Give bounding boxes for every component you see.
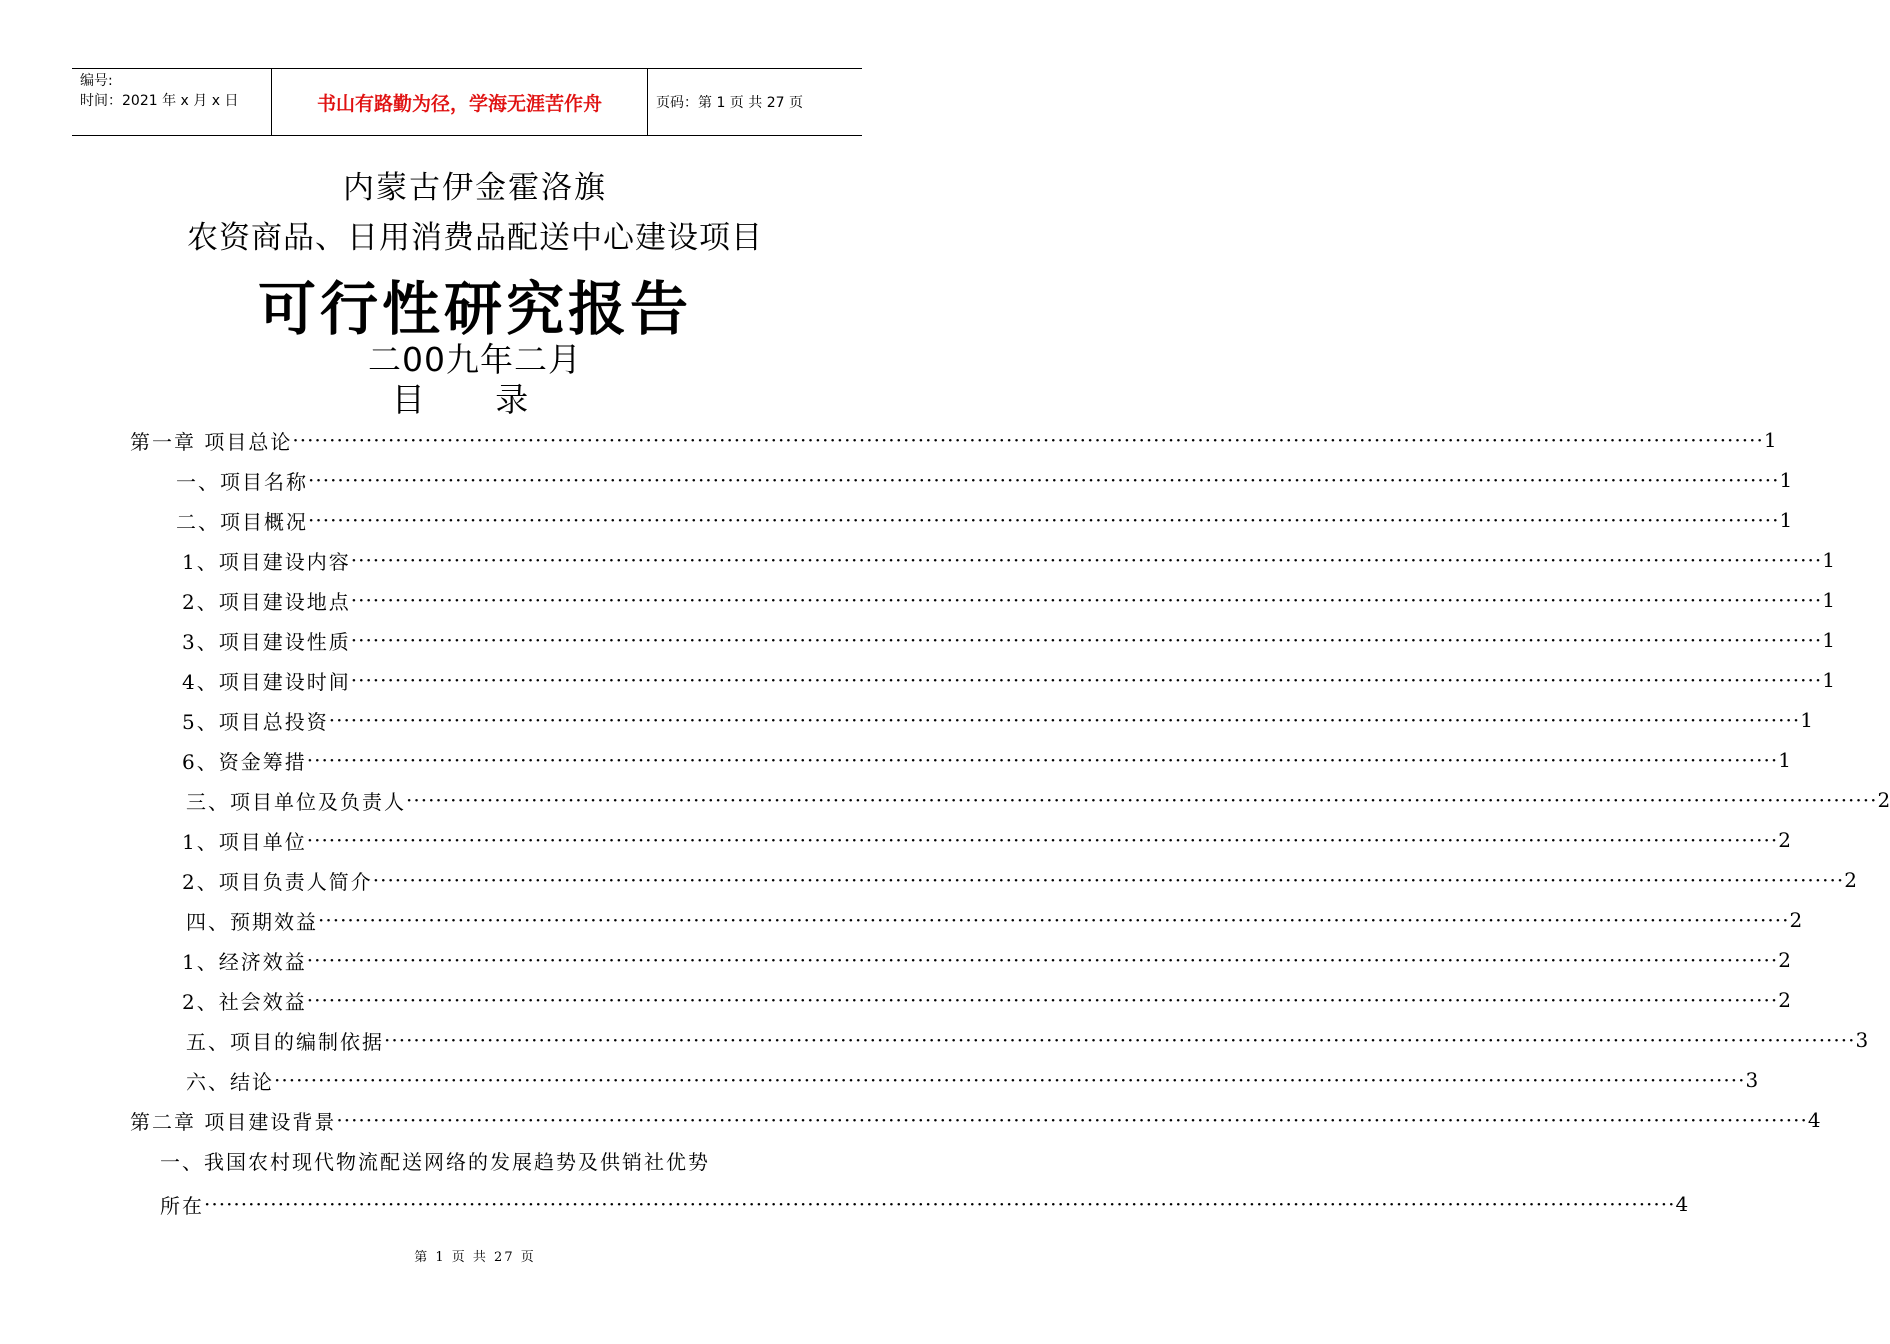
toc-entry-label: 第一章 项目总论 bbox=[130, 429, 293, 454]
toc-entry-page: 1 bbox=[1822, 588, 1835, 612]
toc-entry[interactable] bbox=[186, 780, 1890, 820]
toc-heading: 目 录 bbox=[391, 380, 559, 419]
toc-entry-label: 6、资金筹措 bbox=[182, 749, 307, 774]
toc-entry-label: 5、项目总投资 bbox=[182, 709, 329, 734]
page-footer: 第 1 页 共 27 页 bbox=[414, 1250, 536, 1265]
toc-leader-dots: ········································································································································································································ bbox=[350, 588, 1823, 612]
toc-entry-page: 2 bbox=[1877, 788, 1890, 812]
toc-entry-page: 1 bbox=[1800, 708, 1813, 732]
title-project: 农资商品、日用消费品配送中心建设项目 bbox=[187, 220, 763, 256]
toc-entry[interactable] bbox=[182, 540, 1835, 580]
toc-entry-label: 第二章 项目建设背景 bbox=[130, 1109, 337, 1134]
toc-entry-label: 2、项目建设地点 bbox=[182, 589, 351, 614]
toc-entry-page: 2 bbox=[1789, 908, 1803, 932]
title-date: 二00九年二月 bbox=[368, 340, 582, 379]
toc-entry[interactable] bbox=[130, 420, 1777, 460]
toc-entry-page: 1 bbox=[1779, 468, 1793, 492]
toc-leader-dots: ········································································································································································································ bbox=[204, 1192, 1676, 1216]
number-label: 编号: bbox=[80, 73, 113, 89]
toc-leader-dots: ········································································································································································································ bbox=[318, 908, 1790, 932]
header-page-info: 页码：第 1 页 共 27 页 bbox=[656, 95, 803, 111]
toc-entry[interactable] bbox=[182, 620, 1835, 660]
toc-entry[interactable] bbox=[182, 860, 1857, 900]
toc-entry-label: 1、项目单位 bbox=[182, 829, 307, 854]
toc-entry[interactable] bbox=[182, 700, 1813, 740]
toc-entry-page: 4 bbox=[1807, 1108, 1821, 1132]
toc-leader-dots: ········································································································································································································ bbox=[384, 1028, 1856, 1052]
toc-entry[interactable] bbox=[160, 1140, 790, 1180]
page-header bbox=[72, 68, 862, 136]
toc-entry-page: 1 bbox=[1822, 628, 1835, 652]
toc-entry-page: 2 bbox=[1778, 988, 1791, 1012]
title-region: 内蒙古伊金霍洛旗 bbox=[343, 170, 607, 206]
toc-entry-label: 所在 bbox=[160, 1193, 204, 1218]
toc-leader-dots: ········································································································································································································ bbox=[308, 468, 1780, 492]
toc-entry[interactable] bbox=[186, 1020, 1869, 1060]
header-meta bbox=[72, 69, 272, 135]
toc-entry-page: 2 bbox=[1844, 868, 1857, 892]
toc-leader-dots: ········································································································································································································ bbox=[292, 428, 1764, 452]
toc-leader-dots: ········································································································································································································ bbox=[350, 548, 1823, 572]
toc-entry-label: 一、我国农村现代物流配送网络的发展趋势及供销社优势 bbox=[160, 1149, 710, 1174]
toc-entry-page: 3 bbox=[1855, 1028, 1869, 1052]
toc-entry-page: 4 bbox=[1675, 1192, 1689, 1216]
toc-entry-label: 一、项目名称 bbox=[176, 469, 308, 494]
toc-leader-dots: ········································································································································································································ bbox=[306, 988, 1779, 1012]
toc-entry-label: 三、项目单位及负责人 bbox=[186, 789, 406, 814]
toc-entry[interactable] bbox=[182, 660, 1835, 700]
title-report: 可行性研究报告 bbox=[257, 275, 692, 343]
toc-entry[interactable] bbox=[186, 1060, 1759, 1100]
toc-entry-page: 1 bbox=[1822, 668, 1835, 692]
toc-entry-page: 2 bbox=[1778, 828, 1791, 852]
toc-entry-label: 3、项目建设性质 bbox=[182, 629, 351, 654]
toc-entry-label: 2、项目负责人简介 bbox=[182, 869, 373, 894]
toc-entry-page: 1 bbox=[1779, 508, 1793, 532]
toc-entry-page: 1 bbox=[1778, 748, 1791, 772]
toc-entry-label: 4、项目建设时间 bbox=[182, 669, 351, 694]
toc-leader-dots: ········································································································································································································ bbox=[306, 748, 1779, 772]
toc-leader-dots: ········································································································································································································ bbox=[308, 508, 1780, 532]
toc-leader-dots: ········································································································································································································ bbox=[372, 868, 1845, 892]
toc-entry-label: 1、项目建设内容 bbox=[182, 549, 351, 574]
toc-entry[interactable] bbox=[160, 1184, 1689, 1224]
toc-entry[interactable] bbox=[176, 460, 1793, 500]
toc-leader-dots: ········································································································································································································ bbox=[274, 1068, 1746, 1092]
toc-entry-label: 2、社会效益 bbox=[182, 989, 307, 1014]
header-motto: 书山有路勤为径，学海无涯苦作舟 bbox=[272, 69, 648, 135]
toc-entry-page: 3 bbox=[1745, 1068, 1759, 1092]
toc-entry-page: 2 bbox=[1778, 948, 1791, 972]
time-label: 时间：2021 年 x 月 x 日 bbox=[80, 93, 239, 109]
toc-entry-page: 1 bbox=[1822, 548, 1835, 572]
toc-entry-label: 五、项目的编制依据 bbox=[186, 1029, 384, 1054]
toc-leader-dots: ········································································································································································································ bbox=[406, 788, 1878, 812]
toc-entry-label: 二、项目概况 bbox=[176, 509, 308, 534]
toc-entry[interactable] bbox=[130, 1100, 1821, 1140]
toc-entry[interactable] bbox=[182, 580, 1835, 620]
toc-leader-dots: ········································································································································································································ bbox=[306, 948, 1779, 972]
toc-entry-label: 1、经济效益 bbox=[182, 949, 307, 974]
toc-entry[interactable] bbox=[182, 980, 1791, 1020]
toc-leader-dots: ········································································································································································································ bbox=[328, 708, 1801, 732]
toc-leader-dots: ········································································································································································································ bbox=[350, 668, 1823, 692]
toc-entry-page: 1 bbox=[1763, 428, 1777, 452]
toc-entry-label: 六、结论 bbox=[186, 1069, 274, 1094]
toc-entry[interactable] bbox=[182, 940, 1791, 980]
toc-leader-dots: ········································································································································································································ bbox=[306, 828, 1779, 852]
toc-entry-label: 四、预期效益 bbox=[186, 909, 318, 934]
toc-entry[interactable] bbox=[182, 820, 1791, 860]
toc-entry[interactable] bbox=[176, 500, 1793, 540]
toc-leader-dots: ········································································································································································································ bbox=[336, 1108, 1808, 1132]
toc-entry[interactable] bbox=[182, 740, 1791, 780]
toc-leader-dots: ········································································································································································································ bbox=[350, 628, 1823, 652]
toc-entry[interactable] bbox=[186, 900, 1803, 940]
